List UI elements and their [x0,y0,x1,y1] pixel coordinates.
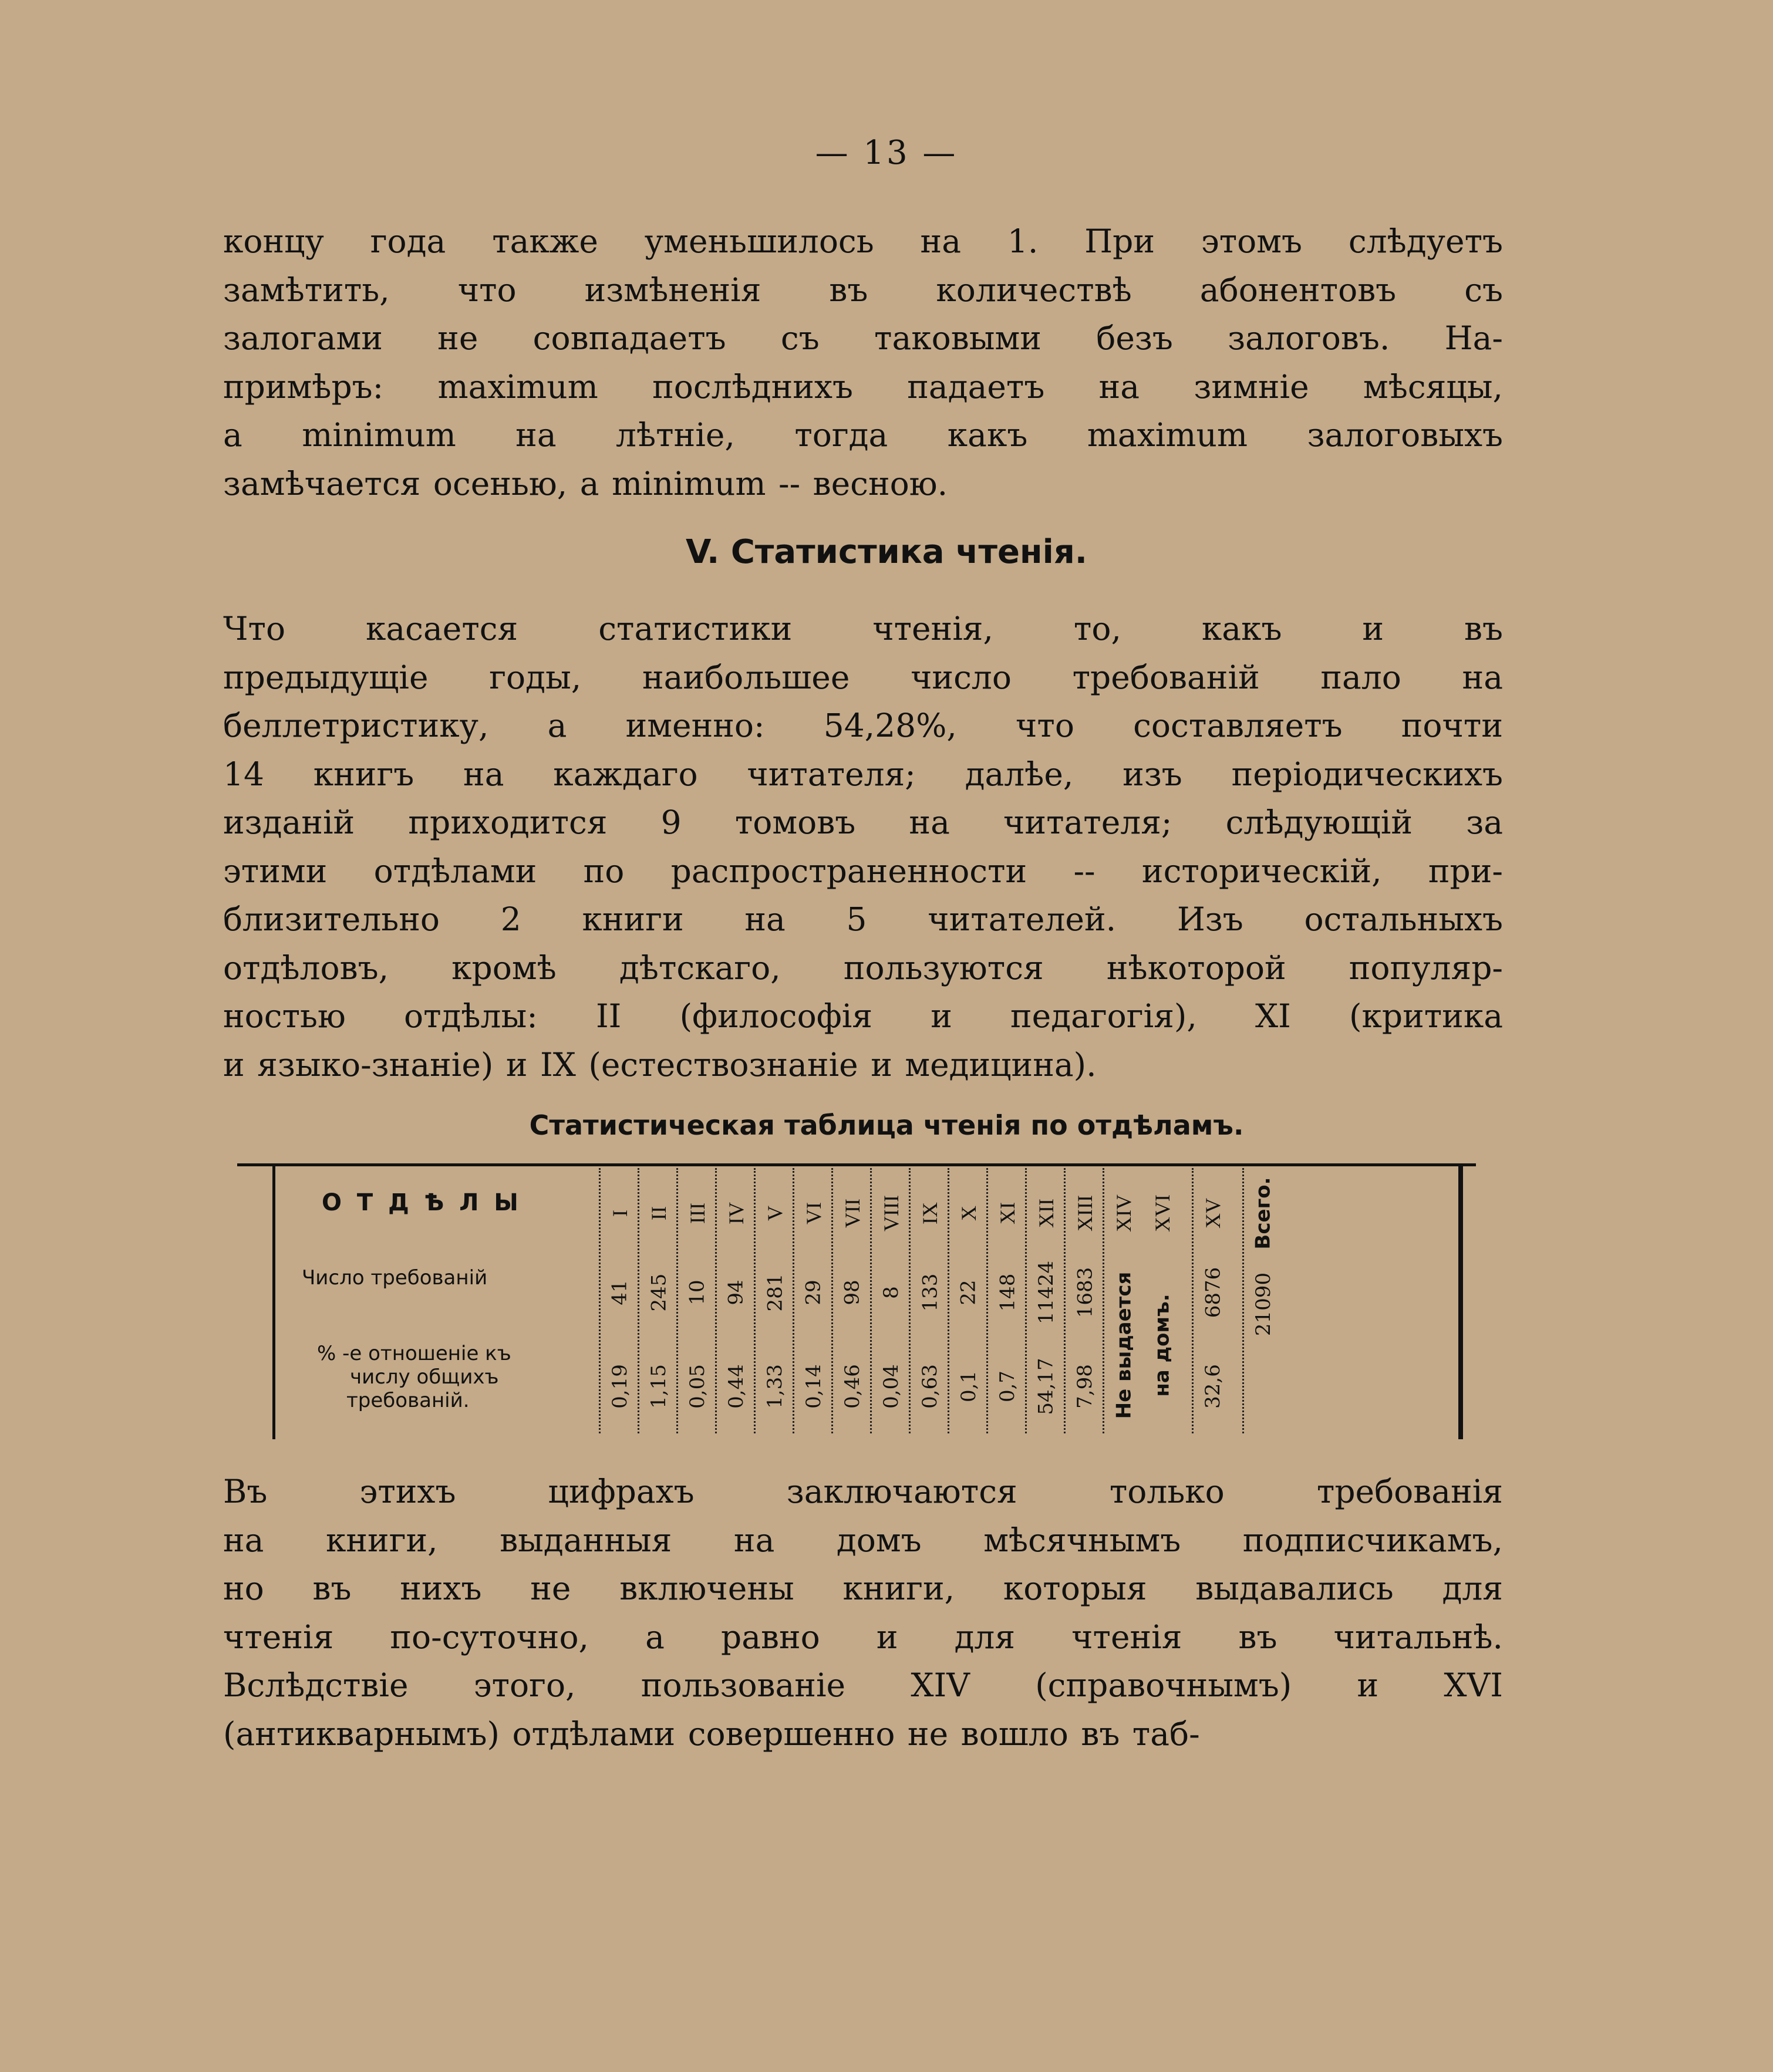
dept-heading [602,1175,638,1251]
percent-value-text: 0,1 [956,1370,980,1403]
text-line: отдѣловъ, кромѣ дѣтскаго, пользуются нѣкоторой популяр- [223,949,1503,987]
text-line: изданій приходится 9 томовъ на читателя; слѣдующій за [223,804,1503,841]
paragraph-3 [223,1467,1503,1758]
percent-value-text: 54,17 [1034,1358,1058,1415]
requests-value [680,1257,715,1328]
column-separator [948,1168,949,1433]
percent-value [912,1339,948,1433]
text-line: залогами не совпадаетъ съ таковыми безъ залоговъ. На- [223,319,1503,357]
column-separator [831,1168,833,1433]
percent-value [835,1339,870,1433]
percent-value-text: 0,19 [608,1364,632,1409]
text-line: замѣчается осенью, а minimum -- весною. [223,464,948,502]
requests-value-text: 245 [647,1273,670,1312]
paragraph-1 [223,217,1503,508]
text-line: Что касается статистики чтенія, то, какъ и въ [223,610,1503,647]
row-label-percent-1: % -е отношеніе къ [317,1342,511,1365]
text-line: предыдущіе годы, наибольшее число требованій пало на [223,658,1503,696]
requests-value [719,1257,754,1328]
table-left-border [272,1166,275,1439]
not-issued-note-text: Не выдается [1112,1271,1135,1419]
requests-value [951,1257,986,1328]
row-label-percent-2: числу общихъ [350,1365,499,1389]
text-line: 14 книгъ на каждаго читателя; далѣе, изъ періодическихъ [223,755,1503,793]
dept-heading-text: XIII [1073,1195,1097,1231]
requests-value [1195,1257,1231,1328]
table-top-rule [237,1163,1476,1166]
percent-value-text: 0,04 [879,1364,904,1409]
requests-value-text: 29 [801,1280,825,1305]
dept-heading-text: IX [918,1202,942,1224]
dept-heading [951,1175,986,1251]
dept-heading-text: VIII [879,1195,903,1231]
text-line: (антикварнымъ) отдѣлами совершенно не вошло въ таб- [223,1715,1200,1753]
page-number: — 13 — [815,134,958,172]
dept-heading-text: XV [1201,1198,1225,1229]
column-separator [1242,1168,1244,1433]
dept-heading-text: III [686,1203,709,1224]
percent-value [1029,1339,1064,1433]
percent-value-text: 0,44 [724,1364,749,1409]
requests-value [1029,1257,1064,1328]
total-requests-value [1246,1257,1281,1351]
percent-value [757,1339,793,1433]
dept-heading-text: XI [996,1202,1019,1224]
column-separator [754,1168,756,1433]
requests-value-text: 148 [996,1273,1019,1312]
dept-heading [680,1175,715,1251]
percent-value-text: 32,6 [1201,1364,1225,1409]
dept-heading-text: V [763,1206,787,1221]
not-issued-note [1106,1257,1141,1433]
requests-value-text: 8 [879,1286,903,1299]
column-separator [1192,1168,1194,1433]
requests-value-text: 41 [608,1280,632,1305]
percent-value [602,1339,638,1433]
dept-heading [912,1175,948,1251]
column-separator [599,1168,601,1433]
percent-value [680,1339,715,1433]
percent-value-text: 0,63 [918,1364,942,1409]
dept-heading [1145,1175,1180,1251]
text-line: чтенія по-суточно, а равно и для чтенія въ читальнѣ. [223,1618,1503,1656]
percent-value [1067,1339,1103,1433]
dept-heading-text: II [646,1206,670,1220]
not-issued-note-text: на домъ. [1151,1294,1175,1397]
percent-value [951,1339,986,1433]
percent-value [874,1339,909,1433]
dept-heading-text: XVI [1151,1194,1175,1232]
text-line: Вслѣдствіе этого, пользованіе XIV (справочнымъ) и XVI [223,1666,1503,1704]
dept-heading [1029,1175,1064,1251]
total-heading-text: Всего. [1252,1177,1276,1250]
text-line: а minimum на лѣтніе, тогда какъ maximum залоговыхъ [223,416,1503,454]
dept-heading-text: VI [802,1202,825,1224]
percent-value-text: 1,15 [647,1364,671,1409]
dept-heading [874,1175,909,1251]
requests-value-text: 22 [956,1280,980,1305]
column-separator [793,1168,794,1433]
dept-heading [990,1175,1025,1251]
requests-value-text: 133 [918,1273,942,1312]
text-line: примѣръ: maximum послѣднихъ падаетъ на зимніе мѣсяцы, [223,367,1503,406]
dept-heading-text: IV [724,1202,748,1224]
column-separator [986,1168,988,1433]
table-caption: Статистическая таблица чтенія по отдѣламъ. [529,1109,1244,1141]
column-separator [1025,1168,1027,1433]
text-line: беллетристику, а именно: 54,28%, что составляетъ почти [223,707,1503,744]
requests-value-text: 11424 [1034,1260,1059,1325]
text-line: этими отдѣлами по распространенности -- историческій, при- [223,852,1503,890]
percent-value [1195,1339,1231,1433]
requests-value [602,1257,638,1328]
text-line: и языко-знаніе) и IX (естествознаніе и медицина). [223,1045,1097,1084]
column-separator [909,1168,911,1433]
column-separator [638,1168,639,1433]
statistics-table [240,1163,1465,1439]
percent-value [641,1339,676,1433]
percent-value [990,1339,1025,1433]
requests-value-text: 94 [724,1280,748,1305]
requests-value [1067,1257,1103,1328]
percent-value [796,1339,831,1433]
dept-heading [1067,1175,1103,1251]
dept-heading [641,1175,676,1251]
percent-value [719,1339,754,1433]
dept-heading-text: I [608,1210,632,1217]
requests-value-text: 6876 [1201,1267,1225,1318]
dept-heading [1106,1175,1141,1251]
table-header-label: О Т Д Ѣ Л Ы [322,1189,522,1216]
text-line: Въ этихъ цифрахъ заключаются только требованія [223,1473,1503,1510]
requests-value [757,1257,793,1328]
text-line: концу года также уменьшилось на 1. При этомъ слѣдуетъ [223,222,1503,260]
dept-heading-text: XII [1034,1199,1058,1228]
requests-value [874,1257,909,1328]
requests-value-text: 1683 [1073,1267,1097,1318]
requests-value [641,1257,676,1328]
percent-value-text: 0,05 [686,1364,710,1409]
requests-value [796,1257,831,1328]
section-heading: V. Статистика чтенія. [685,533,1088,571]
text-line: но въ нихъ не включены книги, которыя выдавались для [223,1570,1503,1607]
table-right-border [1458,1166,1463,1439]
dept-heading [835,1175,870,1251]
dept-heading [796,1175,831,1251]
requests-value [990,1257,1025,1328]
total-requests-value-text: 21090 [1252,1272,1276,1337]
row-label-percent-3: требованій. [346,1389,470,1412]
total-heading [1246,1175,1281,1251]
column-separator [715,1168,717,1433]
text-line: замѣтить, что измѣненія въ количествѣ абонентовъ съ [223,271,1503,309]
dept-heading [719,1175,754,1251]
text-line: близительно 2 книги на 5 читателей. Изъ остальныхъ [223,900,1503,938]
row-label-requests: Число требованій [302,1266,488,1290]
paragraph-2 [223,605,1503,1089]
percent-value-text: 7,98 [1073,1364,1097,1409]
dept-heading-text: X [957,1206,980,1221]
requests-value-text: 10 [685,1280,709,1305]
dept-heading-text: XIV [1112,1194,1136,1232]
column-separator [676,1168,678,1433]
dept-heading [757,1175,793,1251]
column-separator [1103,1168,1104,1433]
dept-heading-text: VII [840,1199,864,1228]
text-line: на книги, выданныя на домъ мѣсячнымъ подписчикамъ, [223,1521,1503,1559]
requests-value [912,1257,948,1328]
percent-value-text: 0,46 [841,1364,865,1409]
percent-value-text: 0,7 [995,1370,1019,1403]
requests-value [835,1257,870,1328]
not-issued-note [1145,1257,1180,1433]
column-separator [1064,1168,1066,1433]
percent-value-text: 1,33 [763,1364,787,1409]
requests-value-text: 281 [763,1273,787,1312]
percent-value-text: 0,14 [802,1364,826,1409]
column-separator [870,1168,872,1433]
text-line: ностью отдѣлы: II (философія и педагогія), XI (критика [223,997,1503,1035]
dept-heading [1195,1175,1231,1251]
requests-value-text: 98 [840,1280,864,1305]
